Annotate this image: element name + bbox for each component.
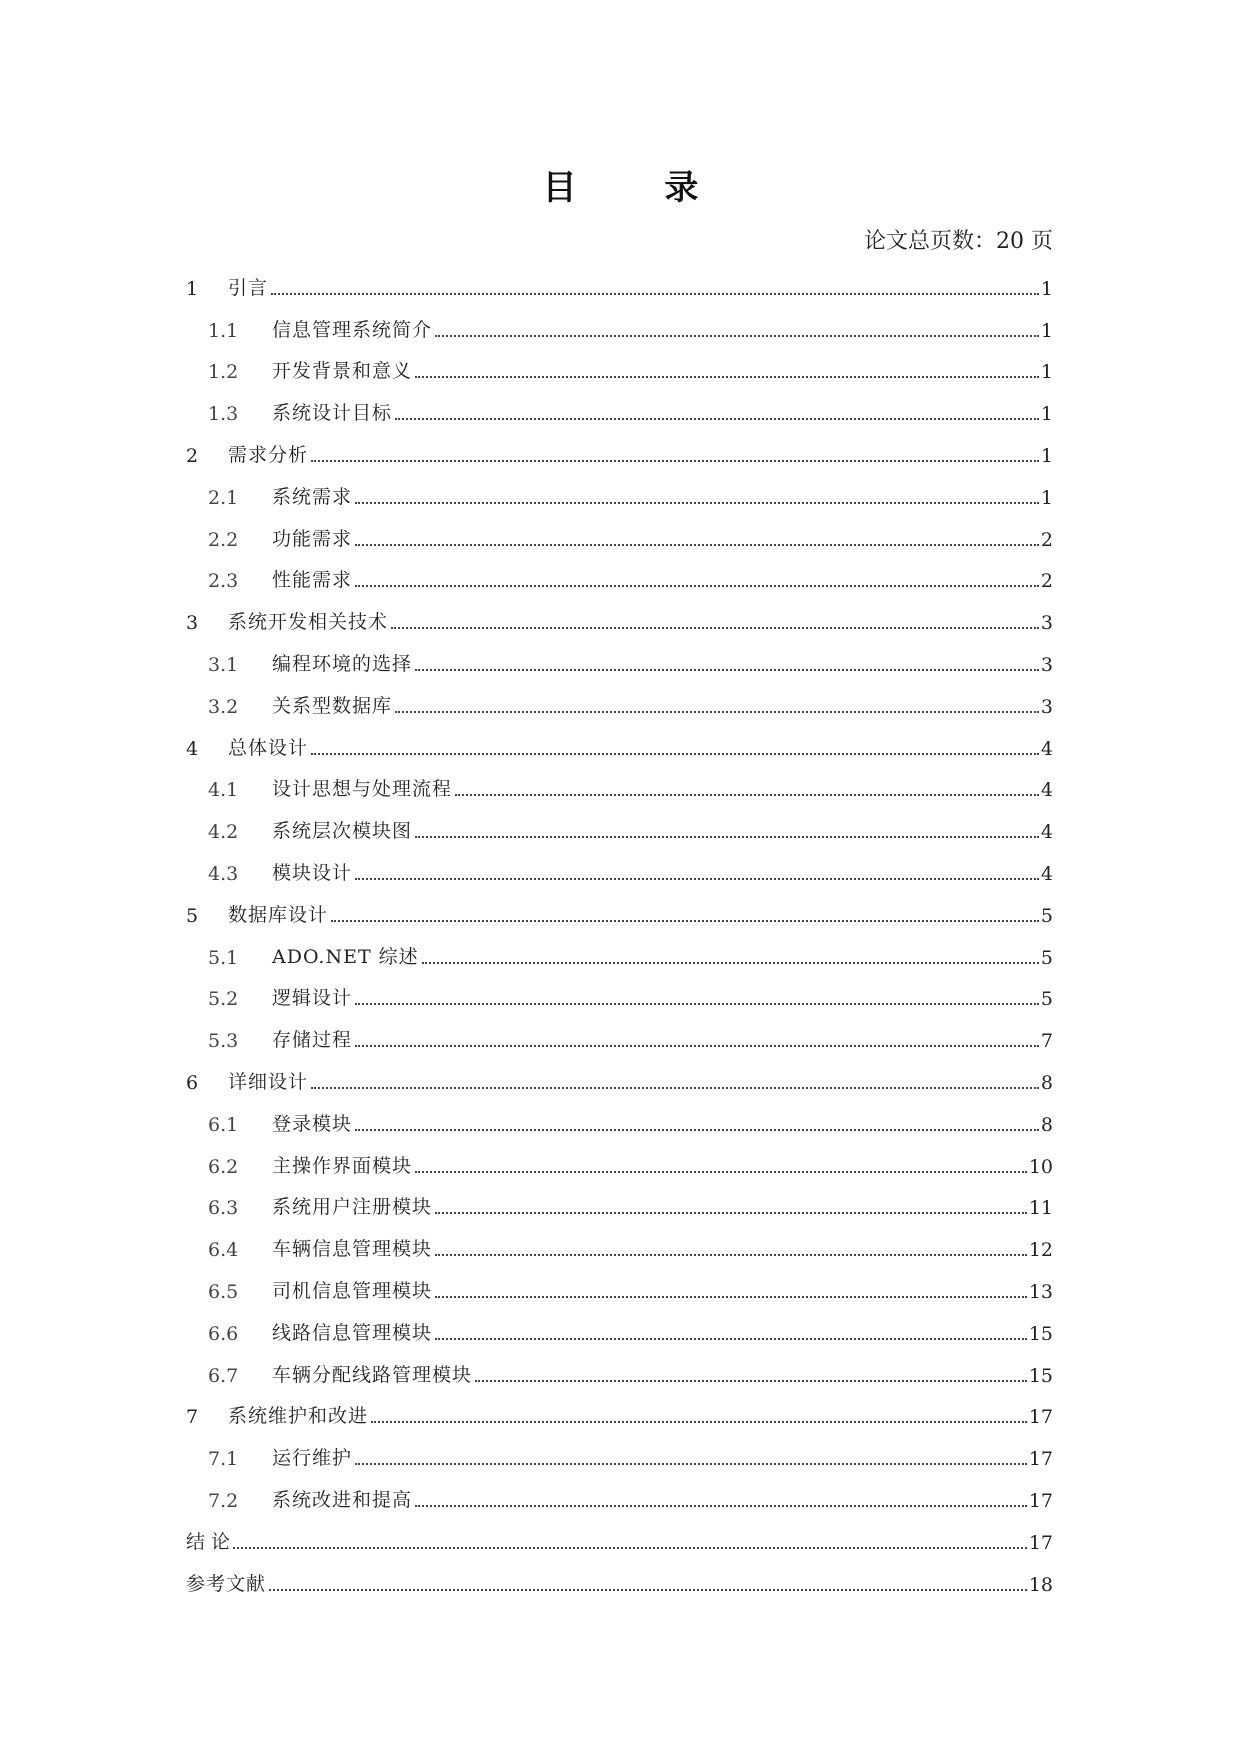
toc-entry-label: 系统设计目标	[272, 402, 393, 425]
dot-leader	[455, 794, 1039, 796]
toc-entry-number: 2	[186, 444, 199, 467]
toc-entry-label: 线路信息管理模块	[272, 1321, 433, 1344]
toc-entry-number: 6.2	[208, 1155, 239, 1178]
toc-entry-page-number: 17	[1028, 1448, 1053, 1471]
toc-entry-page-number: 5	[1040, 904, 1053, 927]
toc-entry-page-number: 2	[1040, 570, 1053, 593]
toc-entry-page-number: 1	[1040, 486, 1053, 509]
toc-entry-number: 5.3	[208, 1030, 239, 1053]
dot-leader	[355, 1003, 1039, 1005]
toc-entry-number: 4.3	[208, 862, 239, 885]
toc-entry-number: 2.3	[208, 570, 239, 593]
toc-entry-number: 7	[186, 1406, 199, 1429]
toc-entry-number: 5	[186, 904, 199, 927]
toc-entry-page-number: 1	[1040, 403, 1053, 426]
toc-entry-label: 设计思想与处理流程	[272, 778, 453, 801]
toc-entry-page-number: 18	[1028, 1573, 1053, 1596]
toc-entry-page-number: 11	[1028, 1197, 1053, 1220]
toc-entry[interactable]	[186, 760, 1053, 802]
toc-entry-label: 运行维护	[272, 1447, 353, 1470]
toc-entry-page-number: 15	[1028, 1364, 1053, 1387]
toc-entry-page-number: 5	[1040, 946, 1053, 969]
toc-entry-page-number: 3	[1040, 695, 1053, 718]
table-of-contents	[186, 258, 1053, 1596]
toc-entry-label: 系统用户注册模块	[272, 1196, 433, 1219]
toc-entry-number: 4	[186, 737, 199, 760]
toc-entry-label: 系统改进和提高	[272, 1488, 413, 1511]
dot-leader	[395, 711, 1039, 713]
toc-entry-number: 4.2	[208, 821, 239, 844]
dot-leader	[371, 1421, 1027, 1423]
dot-leader	[311, 1087, 1039, 1089]
toc-entry[interactable]	[186, 676, 1053, 718]
toc-entry[interactable]	[186, 1512, 1053, 1554]
total-pages-note: 论文总页数：20 页	[864, 229, 1053, 254]
dot-leader	[391, 627, 1039, 629]
toc-entry-page-number: 3	[1040, 653, 1053, 676]
toc-entry-label: 信息管理系统简介	[272, 318, 433, 341]
toc-entry[interactable]	[186, 718, 1053, 760]
toc-entry-number: 5.1	[208, 946, 239, 969]
toc-entry-label: 车辆分配线路管理模块	[272, 1363, 473, 1386]
toc-entry-number: 3.2	[208, 695, 239, 718]
toc-entry-number: 1.1	[208, 319, 239, 342]
toc-entry-page-number: 17	[1028, 1489, 1053, 1512]
toc-entry-label: 逻辑设计	[272, 987, 353, 1010]
toc-entry[interactable]	[186, 843, 1053, 885]
toc-entry[interactable]	[186, 1387, 1053, 1429]
toc-entry-number: 3	[186, 612, 199, 635]
toc-entry[interactable]	[186, 509, 1053, 551]
toc-entry[interactable]	[186, 300, 1053, 342]
toc-entry-page-number: 4	[1040, 737, 1053, 760]
toc-entry-label: 登录模块	[272, 1112, 353, 1135]
toc-entry-page-number: 13	[1028, 1280, 1053, 1303]
toc-entry-page-number: 15	[1028, 1322, 1053, 1345]
toc-entry[interactable]	[186, 1428, 1053, 1470]
dot-leader	[435, 335, 1039, 337]
toc-entry-label: 数据库设计	[228, 903, 329, 926]
toc-entry-number: 7.2	[208, 1489, 239, 1512]
toc-entry-number: 6.3	[208, 1197, 239, 1220]
toc-entry-label: 功能需求	[272, 527, 353, 550]
toc-entry[interactable]	[186, 1178, 1053, 1220]
toc-entry-page-number: 3	[1040, 612, 1053, 635]
dot-leader	[435, 1212, 1027, 1214]
dot-leader	[395, 418, 1039, 420]
dot-leader	[355, 1045, 1039, 1047]
toc-entry[interactable]	[186, 927, 1053, 969]
dot-leader	[475, 1380, 1027, 1382]
toc-entry-page-number: 8	[1040, 1071, 1053, 1094]
toc-entry[interactable]	[186, 425, 1053, 467]
toc-entry-label: 系统层次模块图	[272, 820, 413, 843]
toc-entry-page-number: 17	[1028, 1406, 1053, 1429]
dot-leader	[311, 753, 1039, 755]
dot-leader	[355, 585, 1039, 587]
dot-leader	[415, 836, 1039, 838]
toc-entry-page-number: 4	[1040, 779, 1053, 802]
toc-entry[interactable]	[186, 801, 1053, 843]
toc-entry[interactable]	[186, 1554, 1053, 1596]
dot-leader	[331, 920, 1039, 922]
toc-entry-label: 系统开发相关技术	[228, 611, 389, 634]
dot-leader	[355, 502, 1039, 504]
toc-entry-number: 6	[186, 1071, 199, 1094]
toc-entry-label: 参考文献	[186, 1572, 267, 1595]
toc-entry-label: 需求分析	[228, 443, 309, 466]
toc-entry-number: 1.3	[208, 403, 239, 426]
toc-entry-label: 编程环境的选择	[272, 652, 413, 675]
toc-entry-number: 5.2	[208, 988, 239, 1011]
toc-entry-label: ADO.NET 综述	[272, 945, 419, 968]
toc-entry-label: 主操作界面模块	[272, 1154, 413, 1177]
toc-entry[interactable]	[186, 1219, 1053, 1261]
toc-entry-number: 3.1	[208, 653, 239, 676]
toc-entry-label: 引言	[228, 276, 269, 299]
toc-entry-label: 关系型数据库	[272, 694, 393, 717]
toc-entry[interactable]	[186, 1345, 1053, 1387]
toc-entry-page-number: 1	[1040, 361, 1053, 384]
page-title: 目 录	[542, 168, 737, 208]
dot-leader	[271, 293, 1039, 295]
dot-leader	[415, 1505, 1027, 1507]
toc-entry-page-number: 1	[1040, 444, 1053, 467]
toc-entry[interactable]	[186, 342, 1053, 384]
toc-entry[interactable]	[186, 634, 1053, 676]
toc-entry-page-number: 10	[1028, 1155, 1053, 1178]
toc-entry-label: 结 论	[186, 1530, 231, 1553]
dot-leader	[311, 460, 1039, 462]
toc-entry-page-number: 1	[1040, 277, 1053, 300]
dot-leader	[233, 1547, 1027, 1549]
toc-entry[interactable]	[186, 1261, 1053, 1303]
toc-entry-number: 7.1	[208, 1448, 239, 1471]
toc-entry-page-number: 4	[1040, 821, 1053, 844]
toc-entry-number: 6.4	[208, 1239, 239, 1262]
toc-entry-label: 系统需求	[272, 485, 353, 508]
toc-entry[interactable]	[186, 1052, 1053, 1094]
dot-leader	[435, 1338, 1027, 1340]
toc-entry-label: 存储过程	[272, 1029, 353, 1052]
toc-entry[interactable]	[186, 1010, 1053, 1052]
toc-entry[interactable]	[186, 551, 1053, 593]
toc-entry-number: 2.1	[208, 486, 239, 509]
toc-entry-page-number: 12	[1028, 1239, 1053, 1262]
toc-entry[interactable]	[186, 1136, 1053, 1178]
toc-entry-label: 开发背景和意义	[272, 360, 413, 383]
toc-entry[interactable]	[186, 592, 1053, 634]
dot-leader	[355, 1463, 1027, 1465]
toc-entry[interactable]	[186, 1303, 1053, 1345]
toc-entry-label: 车辆信息管理模块	[272, 1238, 433, 1261]
toc-entry[interactable]	[186, 383, 1053, 425]
dot-leader	[435, 1296, 1027, 1298]
toc-entry-label: 司机信息管理模块	[272, 1279, 433, 1302]
toc-entry-label: 模块设计	[272, 861, 353, 884]
toc-entry-page-number: 5	[1040, 988, 1053, 1011]
dot-leader	[415, 376, 1039, 378]
toc-entry-label: 性能需求	[272, 569, 353, 592]
toc-entry-label: 系统维护和改进	[228, 1405, 369, 1428]
toc-entry-page-number: 8	[1040, 1113, 1053, 1136]
toc-entry-page-number: 1	[1040, 319, 1053, 342]
toc-entry-number: 6.7	[208, 1364, 239, 1387]
toc-entry-label: 总体设计	[228, 736, 309, 759]
toc-entry-page-number: 2	[1040, 528, 1053, 551]
toc-entry[interactable]	[186, 1470, 1053, 1512]
dot-leader	[435, 1254, 1027, 1256]
dot-leader	[422, 962, 1039, 964]
toc-entry-number: 6.1	[208, 1113, 239, 1136]
dot-leader	[355, 544, 1039, 546]
toc-entry-number: 1.2	[208, 361, 239, 384]
toc-entry[interactable]	[186, 1094, 1053, 1136]
toc-entry[interactable]	[186, 885, 1053, 927]
dot-leader	[415, 669, 1039, 671]
toc-entry[interactable]	[186, 258, 1053, 300]
dot-leader	[355, 1129, 1039, 1131]
toc-entry[interactable]	[186, 467, 1053, 509]
toc-entry-number: 4.1	[208, 779, 239, 802]
toc-entry-number: 6.5	[208, 1280, 239, 1303]
toc-entry-page-number: 7	[1040, 1030, 1053, 1053]
dot-leader	[355, 878, 1039, 880]
toc-entry-number: 2.2	[208, 528, 239, 551]
dot-leader	[269, 1589, 1027, 1591]
dot-leader	[415, 1171, 1027, 1173]
toc-entry-label: 详细设计	[228, 1070, 309, 1093]
toc-entry[interactable]	[186, 969, 1053, 1011]
toc-entry-number: 6.6	[208, 1322, 239, 1345]
toc-entry-number: 1	[186, 277, 199, 300]
toc-entry-page-number: 4	[1040, 862, 1053, 885]
toc-entry-page-number: 17	[1028, 1531, 1053, 1554]
